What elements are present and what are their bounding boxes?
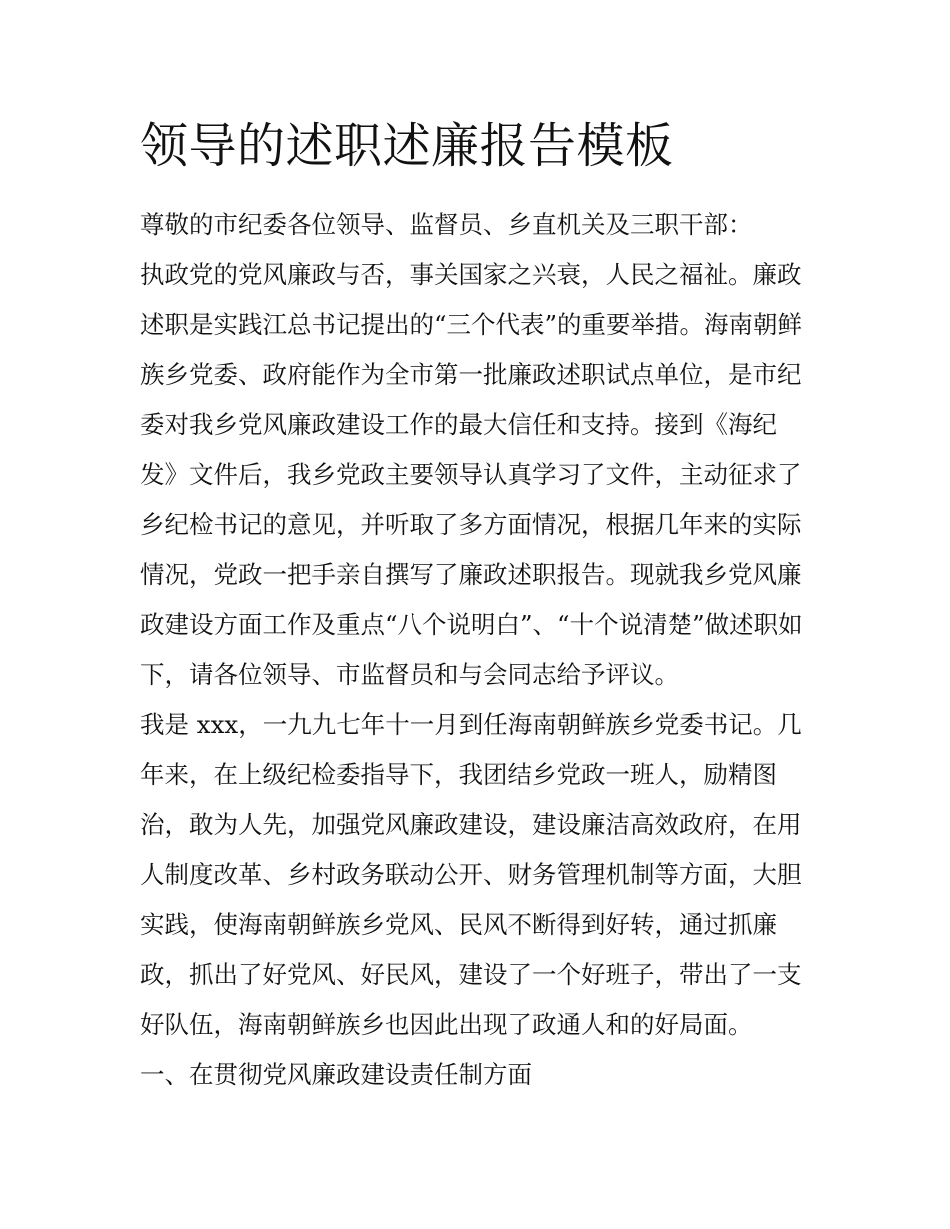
section-heading: 一、在贯彻党风廉政建设责任制方面 [140, 1060, 532, 1089]
text-line: 实践，使海南朝鲜族乡党风、民风不断得到好转，通过抓廉 [140, 910, 777, 939]
text-line: 下，请各位领导、市监督员和与会同志给予评议。 [140, 660, 679, 689]
text-line: 委对我乡党风廉政建设工作的最大信任和支持。接到《海纪 [140, 410, 777, 439]
text-line: 尊敬的市纪委各位领导、监督员、乡直机关及三职干部： [140, 210, 753, 239]
text-line: 好队伍，海南朝鲜族乡也因此出现了政通人和的好局面。 [140, 1010, 753, 1039]
text-line: 年来，在上级纪检委指导下，我团结乡党政一班人，励精图 [140, 760, 777, 789]
text-line: 执政党的党风廉政与否，事关国家之兴衰，人民之福祉。廉政 [140, 260, 802, 289]
text-line: 乡纪检书记的意见，并听取了多方面情况，根据几年来的实际 [140, 510, 802, 539]
text-line: 政建设方面工作及重点“八个说明白”、“十个说清楚”做述职如 [140, 610, 803, 639]
text-line: 发》文件后，我乡党政主要领导认真学习了文件，主动征求了 [140, 460, 802, 489]
document-body [140, 200, 820, 1100]
text-line: 治，敢为人先，加强党风廉政建设，建设廉洁高效政府，在用 [140, 810, 802, 839]
text-line: 述职是实践江总书记提出的“三个代表”的重要举措。海南朝鲜 [140, 310, 803, 339]
text-line: 政，抓出了好党风、好民风，建设了一个好班子，带出了一支 [140, 960, 802, 989]
document-title: 领导的述职述廉报告模板 [140, 118, 674, 174]
text-line: 人制度改革、乡村政务联动公开、财务管理机制等方面，大胆 [140, 860, 802, 889]
text-line: 族乡党委、政府能作为全市第一批廉政述职试点单位，是市纪 [140, 360, 802, 389]
text-line: 我是 xxx，一九九七年十一月到任海南朝鲜族乡党委书记。几 [140, 710, 802, 739]
text-line: 情况，党政一把手亲自撰写了廉政述职报告。现就我乡党风廉 [140, 560, 802, 589]
